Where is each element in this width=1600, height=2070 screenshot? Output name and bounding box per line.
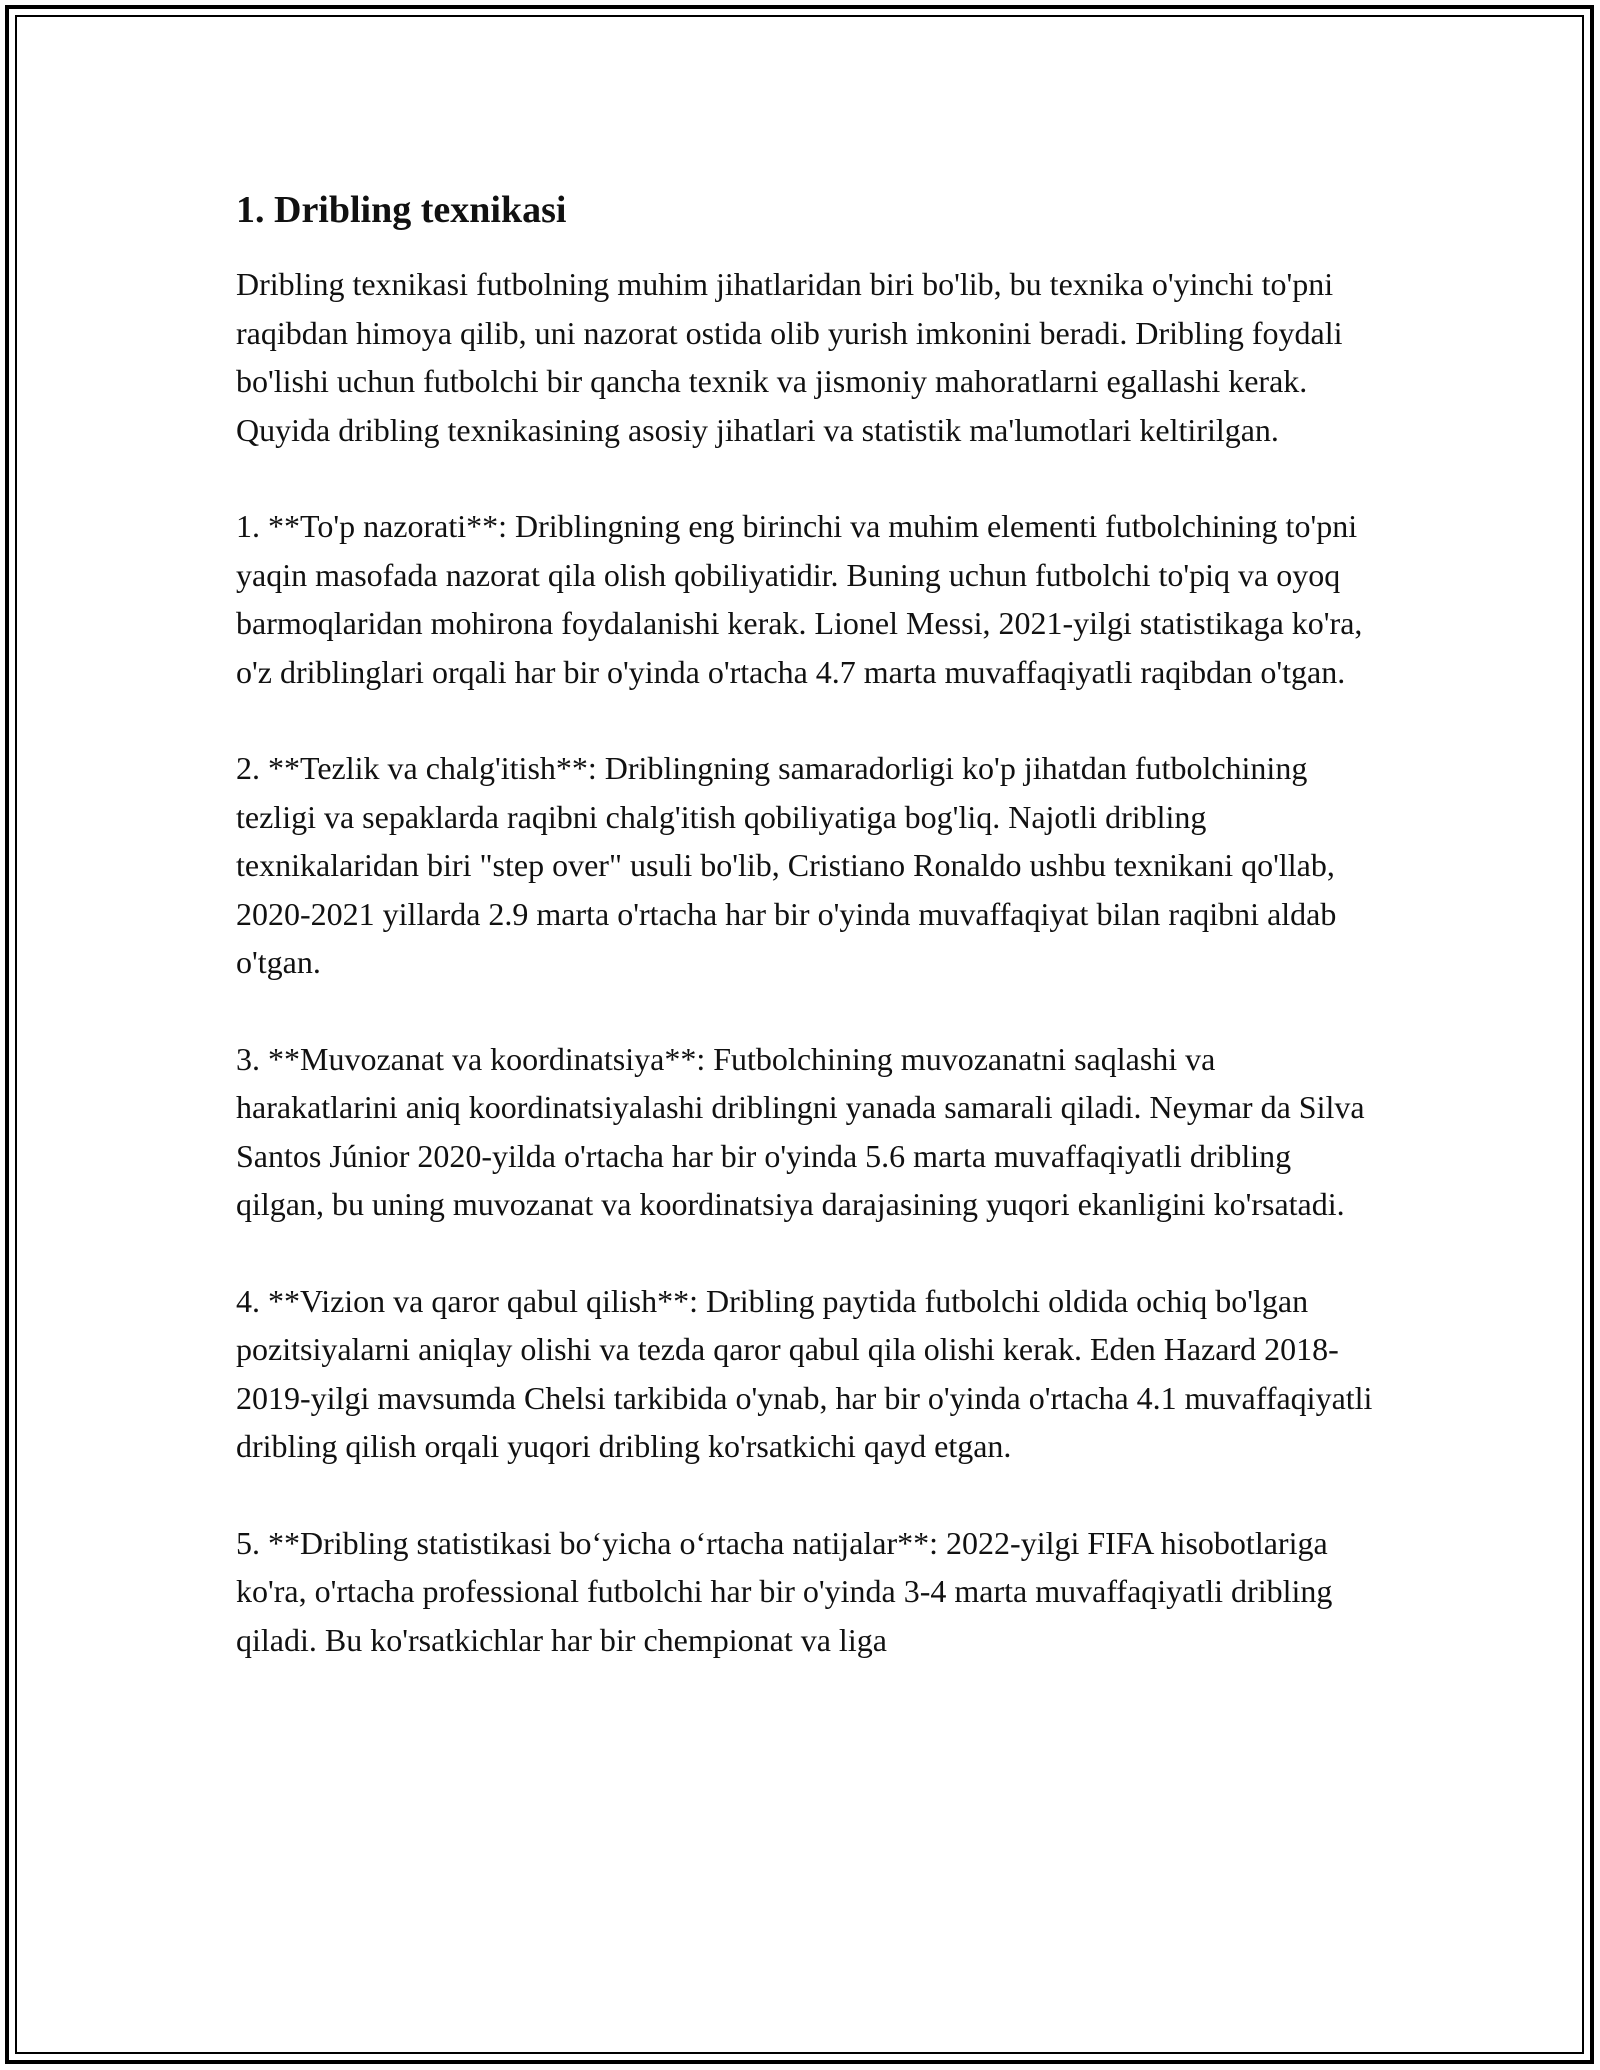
paragraph-vision-decision: 4. **Vizion va qaror qabul qilish**: Dribling paytida futbolchi oldida ochiq bo'lgan pozitsiyalarni aniqlay olishi va tezda qaror qabul qila olishi kerak. Eden Hazard 2018-2019-yilgi mavsumda Chelsi tarkibida o'ynab, har bir o'yinda o'rtacha 4.1 muvaffaqiyatli dribling qilish orqali yuqori dribling ko'rsatkichi qayd etgan.: [236, 1282, 1373, 1464]
section-heading: 1. Dribling texnikasi: [236, 189, 567, 231]
document-body: [236, 186, 1376, 1712]
paragraph-speed-feint: 2. **Tezlik va chalg'itish**: Driblingning samaradorligi ko'p jihatdan futbolchining tezligi va sepaklarda raqibni chalg'itish qobiliyatiga bog'liq. Najotli dribling texnikalaridan biri "step over" usuli bo'lib, Cristiano Ronaldo ushbu texnikani qo'llab, 2020-2021 yillarda 2.9 marta o'rtacha har bir o'yinda muvaffaqiyat bilan raqibni aldab o'tgan.: [236, 750, 1337, 980]
intro-paragraph: Dribling texnikasi futbolning muhim jihatlaridan biri bo'lib, bu texnika o'yinchi to'pni raqibdan himoya qilib, uni nazorat ostida olib yurish imkonini beradi. Dribling foydali bo'lishi uchun futbolchi bir qancha texnik va jismoniy mahoratlarni egallashi kerak. Quyida dribling texnikasining asosiy jihatlari va statistik ma'lumotlari keltirilgan.: [236, 266, 1343, 448]
paragraph-balance-coordination: 3. **Muvozanat va koordinatsiya**: Futbolchining muvozanatni saqlashi va harakatlarini aniq koordinatsiyalashi driblingni yanada samarali qiladi. Neymar da Silva Santos Júnior 2020-yilda o'rtacha har bir o'yinda 5.6 marta muvaffaqiyatli dribling qilgan, bu uning muvozanat va koordinatsiya darajasining yuqori ekanligini ko'rsatadi.: [236, 1040, 1365, 1222]
paragraph-dribbling-statistics: 5. **Dribling statistikasi bo‘yicha o‘rtacha natijalar**: 2022-yilgi FIFA hisobotlariga ko'ra, o'rtacha professional futbolchi har bir o'yinda 3-4 marta muvaffaqiyatli dribling qiladi. Bu ko'rsatkichlar har bir chempionat va liga: [236, 1524, 1333, 1658]
paragraph-ball-control: 1. **To'p nazorati**: Driblingning eng birinchi va muhim elementi futbolchining to'pni yaqin masofada nazorat qila olish qobiliyatidir. Buning uchun futbolchi to'piq va oyoq barmoqlaridan mohirona foydalanishi kerak. Lionel Messi, 2021-yilgi statistikaga ko'ra, o'z driblinglari orqali har bir o'yinda o'rtacha 4.7 marta muvaffaqiyatli raqibdan o'tgan.: [236, 508, 1363, 690]
